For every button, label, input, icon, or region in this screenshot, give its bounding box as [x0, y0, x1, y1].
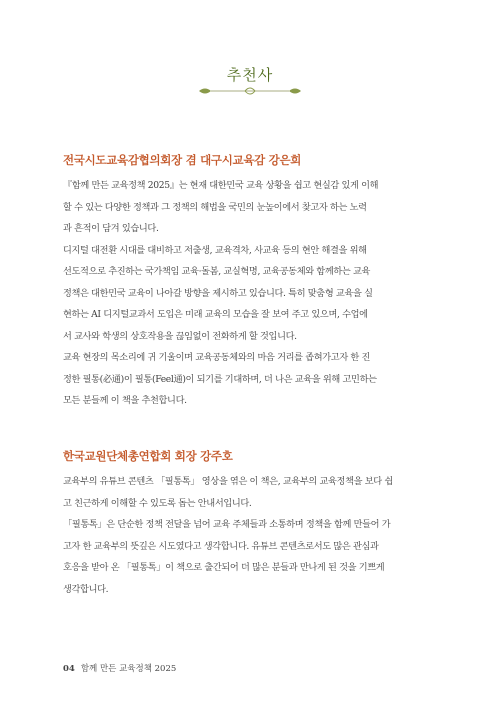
section-heading: 한국교원단체총연합회 회장 강주호	[63, 449, 233, 463]
text-line: 『함께 만든 교육정책 2025』는 현재 대한민국 교육 상황을 쉽고 현실감 있게 이해	[63, 180, 379, 191]
page-number: 04	[63, 664, 75, 674]
text-line: 현하는 AI 디지털교과서 도입은 미래 교육의 모습을 잘 보여 주고 있으며, 수업에	[63, 309, 368, 320]
text-line: 정책은 대한민국 교육이 나아갈 방향을 제시하고 있습니다. 특히 맞춤형 교육을 실	[63, 287, 373, 299]
text-line: 「필통톡」은 단순한 정책 전달을 넘어 교육 주체들과 소통하며 정책을 함께 만들어 가	[63, 519, 391, 530]
paragraph	[63, 175, 443, 240]
text-line: 서 교사와 학생의 상호작용을 끊임없이 전화하게 할 것입니다.	[63, 330, 297, 342]
text-line: 교육 현장의 목소리에 귀 기울이며 교육공동체와의 마음 거리를 좁혀가고자 한 진	[63, 352, 371, 363]
text-line: 고 친근하게 이해할 수 있도록 돕는 안내서입니다.	[63, 497, 252, 509]
paragraph	[63, 471, 443, 514]
paragraph	[63, 514, 443, 600]
recommendation-section-1	[63, 152, 443, 412]
text-line: 선도적으로 추진하는 국가책임 교육·돌봄, 교실혁명, 교육공동체와 함께하는 교육	[63, 266, 371, 277]
text-line: 모든 분들께 이 책을 추천합니다.	[63, 395, 187, 406]
text-line: 생각합니다.	[63, 583, 109, 595]
text-line: 고자 한 교육부의 뜻깊은 시도였다고 생각합니다. 유튜브 콘텐츠로서도 많은 관심과	[63, 540, 379, 552]
section-heading: 전국시도교육감협의회장 겸 대구시교육감 강은희	[63, 153, 302, 167]
text-line: 디지털 대전환 시대를 대비하고 저출생, 교육격차, 사교육 등의 현안 해결을 위해	[63, 244, 367, 256]
paragraph	[63, 240, 443, 348]
text-line: 과 흔적이 담겨 있습니다.	[63, 223, 159, 234]
recommendation-section-2	[63, 448, 443, 600]
text-line: 정한 필통(必通)이 필통(Feel通)이 되기를 기대하며, 더 나은 교육을 위해 고민하는	[63, 373, 377, 385]
paragraph	[63, 347, 443, 412]
book-title: 함께 만든 교육정책 2025	[80, 664, 177, 674]
text-line: 호응을 받아 온 「필통톡」이 책으로 출간되어 더 많은 분들과 만나게 된 것을 기쁘게	[63, 562, 385, 573]
text-line: 교육부의 유튜브 콘텐츠 「필통톡」 영상을 엮은 이 책은, 교육부의 교육정책을 보다 쉽	[63, 476, 393, 487]
ornament-divider-icon	[195, 84, 305, 98]
text-line: 할 수 있는 다양한 정책과 그 정책의 해법을 국민의 눈높이에서 찾고자 하는 노력	[63, 201, 367, 213]
page-footer	[63, 662, 176, 674]
page-title: 추천사	[226, 66, 274, 84]
